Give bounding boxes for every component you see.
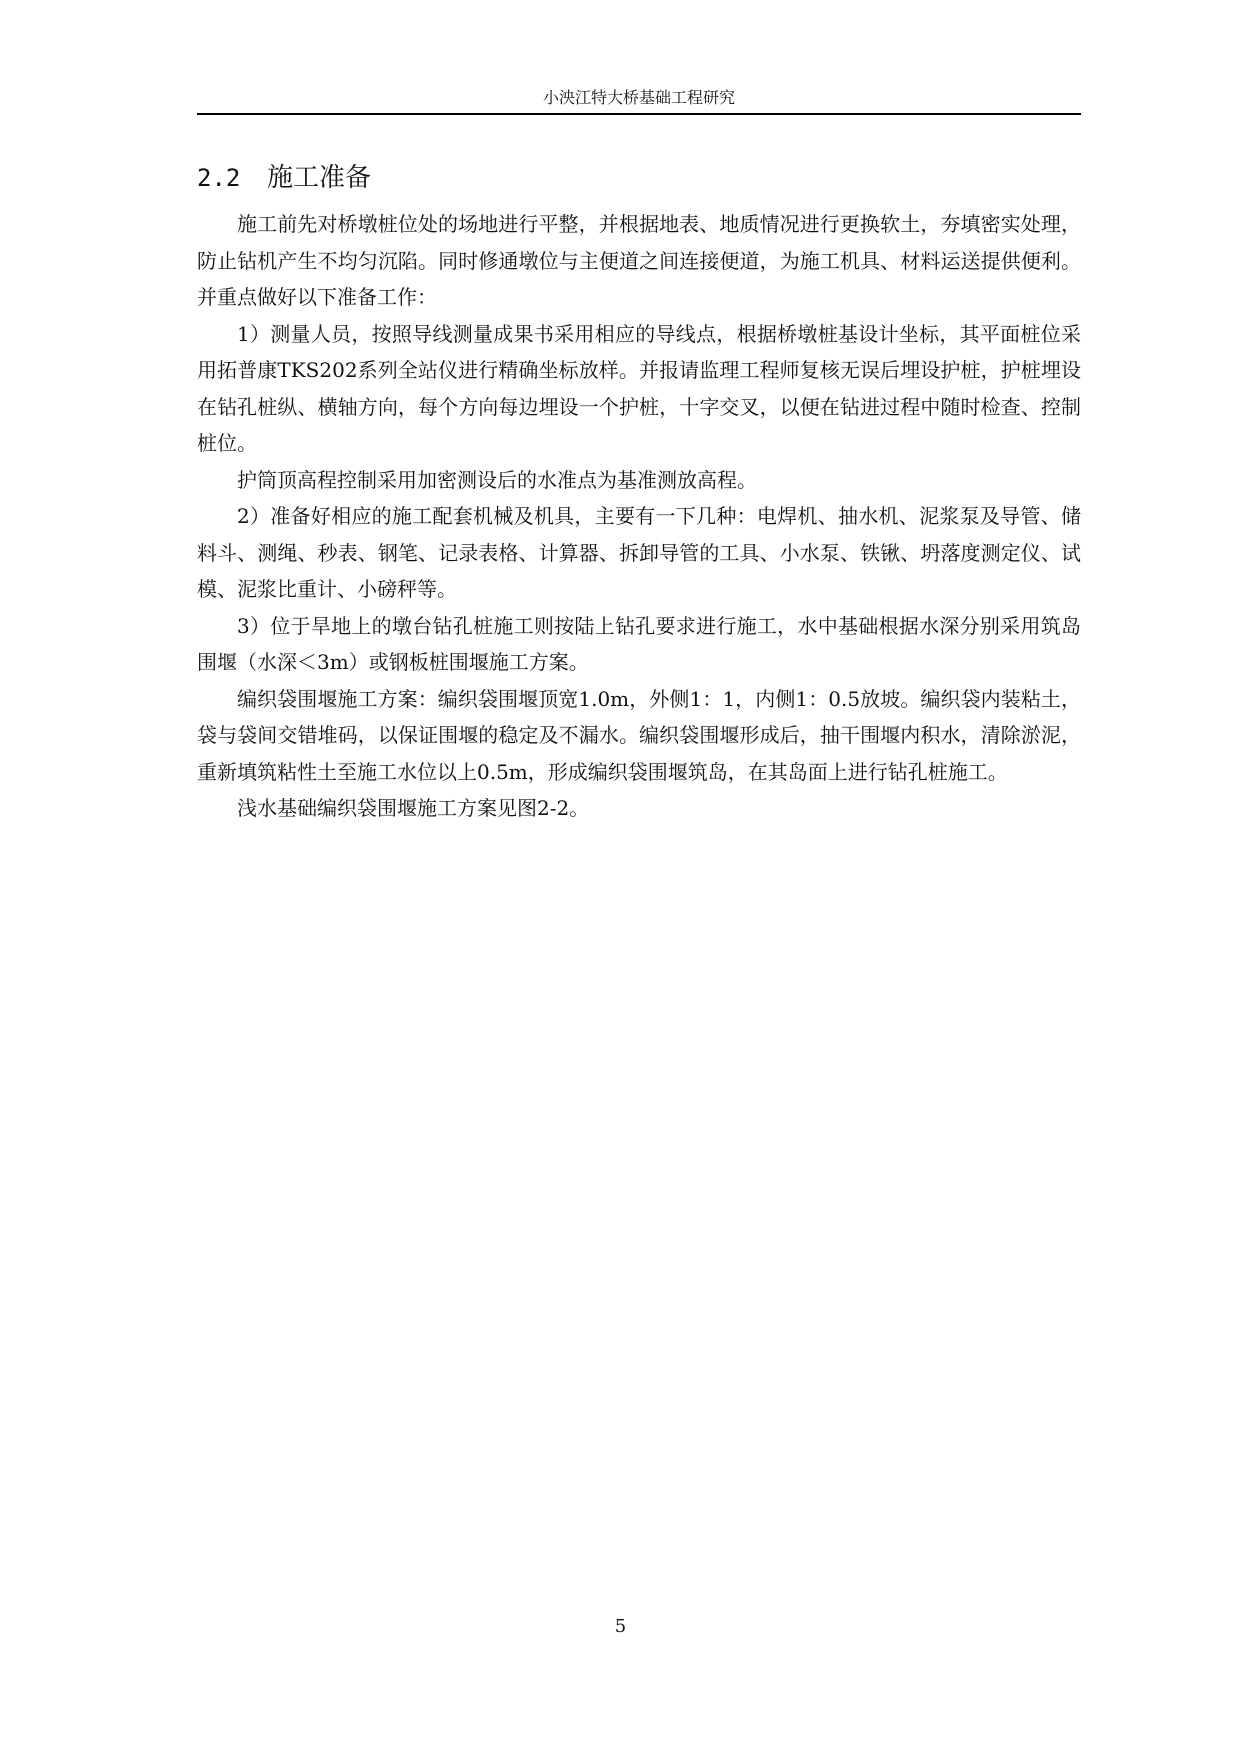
paragraph-figure-reference: 浅水基础编织袋围堰施工方案见图2-2。 xyxy=(237,796,590,820)
running-header: 小泱江特大桥基础工程研究 xyxy=(542,88,735,107)
paragraph-site-preparation: 施工前先对桥墩桩位处的场地进行平整，并根据地表、地质情况进行更换软土，夯填密实处理，防止钻机产生不均匀沉陷。同时修通墩位与主便道之间连接便道，为施工机具、材料运送提供便利。并重点做好以下准备工作： xyxy=(197,212,1081,309)
paragraph-equipment: 2）准备好相应的施工配套机械及机具，主要有一下几种：电焊机、抽水机、泥浆泵及导管、储料斗、测绳、秒表、钢笔、记录表格、计算器、拆卸导管的工具、小水泵、铁锹、坍落度测定仪、试模、泥浆比重计、小磅秤等。 xyxy=(197,504,1081,601)
header-rule xyxy=(197,113,1081,115)
paragraph-woven-bag-cofferdam: 编织袋围堰施工方案：编织袋围堰顶宽1.0m，外侧1：1，内侧1：0.5放坡。编织袋内装粘土，袋与袋间交错堆码，以保证围堰的稳定及不漏水。编织袋围堰形成后，抽干围堰内积水，清除淤泥，重新填筑粘性土至施工水位以上0.5m，形成编织袋围堰筑岛，在其岛面上进行钻孔桩施工。 xyxy=(197,686,1081,784)
page-number: 5 xyxy=(614,1616,627,1637)
section-heading xyxy=(197,160,371,196)
section-number: 2.2 xyxy=(197,164,241,192)
paragraph-surveying: 1）测量人员，按照导线测量成果书采用相应的导线点，根据桥墩桩基设计坐标，其平面桩位采用拓普康TKS202系列全站仪进行精确坐标放样。并报请监理工程师复核无误后埋设护桩，护桩埋设在钻孔桩纵、横轴方向，每个方向每边埋设一个护桩，十字交叉，以便在钻进过程中随时检查、控制桩位。 xyxy=(197,321,1081,455)
paragraph-cofferdam-method: 3）位于旱地上的墩台钻孔桩施工则按陆上钻孔要求进行施工，水中基础根据水深分别采用筑岛围堰（水深＜3m）或钢板桩围堰施工方案。 xyxy=(197,613,1081,674)
paragraph-elevation-control: 护筒顶高程控制采用加密测设后的水准点为基准测放高程。 xyxy=(237,467,757,492)
body-text xyxy=(197,206,1081,827)
section-title: 施工准备 xyxy=(267,163,372,193)
